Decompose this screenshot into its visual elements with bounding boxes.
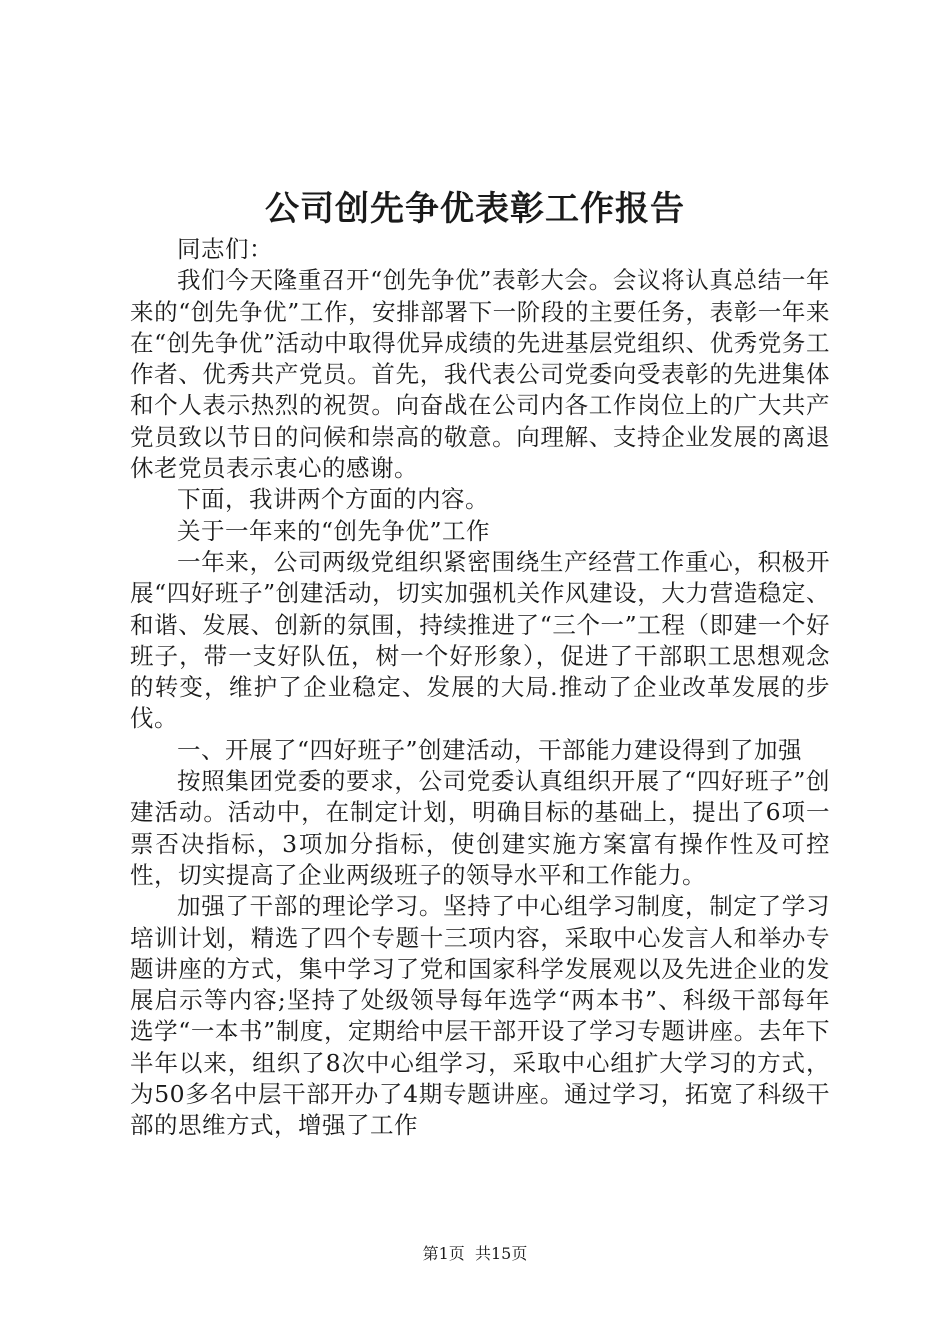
paragraph-intro: 我们今天隆重召开“创先争优”表彰大会。会议将认真总结一年来的“创先争优”工作，安排部署下一阶段的主要任务，表彰一年来在“创先争优”活动中取得优异成绩的先进基层党组织、优秀党务工作者、优秀共产党员。首先，我代表公司党委向受表彰的先进集体和个人表示热烈的祝贺。向奋战在公司内各工作岗位上的广大共产党员致以节日的问候和崇高的敬意。向理解、支持企业发展的离退休老党员表示衷心的感谢。 xyxy=(130,266,830,483)
section-heading: 关于一年来的“创先争优”工作 xyxy=(177,516,491,545)
subsection-heading: 一、开展了“四好班子”创建活动，干部能力建设得到了加强 xyxy=(177,735,803,764)
paragraph-summary: 一年来，公司两级党组织紧密围绕生产经营工作重心，积极开展“四好班子”创建活动，切实加强机关作风建设，大力营造稳定、和谐、发展、创新的氛围，持续推进了“三个一”工程（即建一个好班子，带一支好队伍，树一个好形象），促进了干部职工思想观念的转变，维护了企业稳定、发展的大局.推动了企业改革发展的步伐。 xyxy=(130,547,830,733)
paragraph-salutation: 同志们： xyxy=(177,235,273,263)
page-total: 共15页 xyxy=(474,1244,528,1263)
page-footer xyxy=(0,1242,950,1266)
paragraph-activity: 按照集团党委的要求，公司党委认真组织开展了“四好班子”创建活动。活动中，在制定计划，明确目标的基础上，提出了6项一票否决指标，3项加分指标，使创建实施方案富有操作性及可控性，切实提高了企业两级班子的领导水平和工作能力。 xyxy=(130,767,830,889)
footer-separator xyxy=(465,1244,475,1263)
document-body xyxy=(130,234,830,1142)
paragraph-outline: 下面，我讲两个方面的内容。 xyxy=(177,485,489,514)
page-number: 第1页 xyxy=(422,1244,465,1263)
paragraph-study: 加强了干部的理论学习。坚持了中心组学习制度，制定了学习培训计划，精选了四个专题十三项内容，采取中心发言人和举办专题讲座的方式，集中学习了党和国家科学发展观以及先进企业的发展启示等内容;坚持了处级领导每年选学“两本书”、科级干部每年选学“一本书”制度，定期给中层干部开设了学习专题讲座。去年下半年以来，组织了8次中心组学习，采取中心组扩大学习的方式，为50多名中层干部开办了4期专题讲座。通过学习，拓宽了科级干部的思维方式，增强了工作 xyxy=(130,892,830,1140)
document-title: 公司创先争优表彰工作报告 xyxy=(265,189,685,229)
